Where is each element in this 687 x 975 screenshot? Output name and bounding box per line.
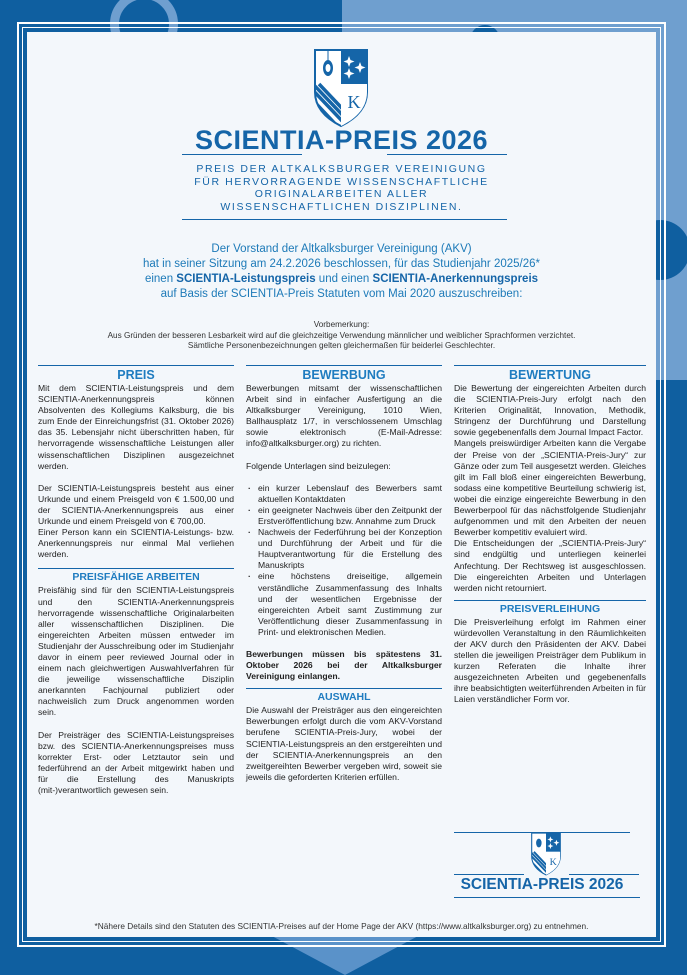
page-title: SCIENTIA-PREIS 2026 — [194, 125, 489, 155]
section-title-preisverleihung: PREISVERLEIHUNG — [499, 602, 601, 615]
section-title-bewertung: BEWERTUNG — [509, 368, 591, 382]
list-item: · ein kurzer Lebenslauf des Bewerbers samt aktuellen Kontaktdaten — [258, 483, 442, 505]
section-rule — [38, 568, 234, 569]
preliminary-note — [27, 320, 656, 352]
column-left — [38, 365, 234, 796]
crest-logo — [311, 48, 371, 128]
note-heading: Vorbemerkung: — [313, 320, 370, 329]
note-line: Aus Gründen der besseren Lesbarkeit wird auf die gleichzeitige Verwendung männlicher und weiblicher Sprachformen verzichtet. — [107, 330, 576, 340]
subtitle-line: PREIS DER ALTKALKSBURGER VEREINIGUNG — [196, 163, 487, 175]
section-paragraph: Der SCIENTIA-Leistungspreis besteht aus einer Urkunde und einem Preisgeld von € 1.500,00 und der SCIENTIA-Anerkennungspreis aus einer Urkunde und einem Preisgeld von € 700,00. — [38, 482, 234, 527]
header-rule-bottom — [182, 219, 507, 220]
note-line: Sämtliche Personenbezeichnungen gelten gleichermaßen für beiderlei Geschlechter. — [187, 341, 496, 350]
section-paragraph: Mit dem SCIENTIA-Leistungspreis und dem SCIENTIA-Anerkennungspreis können Absolventen des Kollegiums Kalksburg, die bis zum Ende der Einreichungsfrist (31. Oktober 2026) das 35. Lebensjahr nicht überschritten haben, für hervorragende wissenschaftliche Leistungen aller wissenschaftlichen Disziplinen ausgezeichnet werden. — [38, 383, 234, 471]
prize-name-anerkennungspreis: SCIENTIA-Anerkennungspreis — [372, 273, 539, 285]
required-documents-list — [246, 483, 442, 638]
section-rule — [454, 365, 646, 366]
subtitle-line: FÜR HERVORRAGENDE WISSENSCHAFTLICHE — [194, 175, 489, 188]
deadline-notice: Bewerbungen müssen bis spätestens 31. Oktober 2026 bei der Altkalksburger Vereinigung einlangen. — [246, 648, 442, 682]
footer-rule-left — [454, 874, 524, 875]
section-rule — [38, 365, 234, 366]
section-paragraph: Die Preisverleihung erfolgt im Rahmen einer würdevollen Veranstaltung in den Räumlichkeiten der AKV durch den Präsidenten der AKV. Dabei stellen die jeweiligen Preisträger dem Publikum in kurzen Referaten die Inhalte ihrer ausgezeichneten Arbeiten und gegebenenfalls ihre beabsichtigten weiterführenden Arbeiten in für Laien verständlicher Form vor. — [454, 616, 646, 705]
section-paragraph: Der Preisträger des SCIENTIA-Leistungspreises bzw. des SCIENTIA-Anerkennungspreises muss korrekter Erst- oder Letztautor sein und federführend an der Arbeit mitgewirkt haben und für die Erstellung des Manuskripts (mit-)verantwortlich gewesen sein. — [38, 729, 234, 795]
column-middle — [246, 365, 442, 783]
section-paragraph: Die Entscheidungen der „SCIENTIA-Preis-Jury“ sind endgültig und unterliegen keinerlei Anfechtung. Der Rechtsweg ist ausgeschlossen. Die eingereichten Arbeiten und Unterlagen werden nicht retourniert. — [454, 538, 646, 593]
section-title-preis: PREIS — [117, 368, 155, 382]
svg-text:K: K — [549, 857, 557, 868]
intro-line — [27, 272, 656, 287]
footer-rule-right — [569, 874, 639, 875]
list-item: · ein geeigneter Nachweis über den Zeitpunkt der Erstveröffentlichung bzw. Annahme zum Druck — [258, 505, 442, 527]
subtitle-line: WISSENSCHAFTLICHEN DISZIPLINEN. — [220, 200, 463, 213]
section-paragraph: Einer Person kann ein SCIENTIA-Leistungs- bzw. Anerkennungspreis nur einmal Mal verliehen werden. — [38, 527, 234, 560]
subtitle-line: ORIGINALARBEITEN ALLER — [254, 188, 429, 200]
section-title-auswahl: AUSWAHL — [317, 691, 371, 704]
section-paragraph: Preisfähig sind für den SCIENTIA-Leistungspreis und den SCIENTIA-Anerkennungspreis hervorragende wissenschaftliche Originalarbeiten aller wissenschaftlichen Disziplinen. Die eingereichten Arbeiten müssen entweder im Studienjahr der Ausschreibung oder im Studienjahr davor in einem peer reviewed Journal oder in einem nach gleichwertigen Auswahlverfahren für die jeweilige wissenschaftliche Disziplin anerkannten Fachjournal publiziert oder nachweislich zum Druck angenommen worden sein. — [38, 585, 234, 718]
section-paragraph: Die Bewertung der eingereichten Arbeiten durch die SCIENTIA-Preis-Jury erfolgt nach den Kriterien Originalität, Innovation, Methodik, Stringenz der Durchführung und Darstellung sowie gegebenenfalls dem Journal Impact Factor. — [454, 383, 646, 438]
intro-line: auf Basis der SCIENTIA-Preis Statuten vom Mai 2020 auszuschreiben: — [160, 288, 523, 300]
poster-page — [27, 32, 656, 937]
section-title-preisfaehige-arbeiten: PREISFÄHIGE ARBEITEN — [72, 571, 200, 584]
section-title-bewerbung: BEWERBUNG — [302, 368, 386, 382]
svg-text:K: K — [347, 92, 361, 112]
list-item: · Nachweis der Federführung bei der Konzeption und Durchführung der Arbeit und für die Hauptverantwortung für die Erstellung des Manuskripts — [258, 527, 442, 571]
intro-text-fragment: und einen — [315, 273, 373, 285]
section-paragraph: Folgende Unterlagen sind beizulegen: — [246, 460, 391, 471]
section-rule — [246, 688, 442, 689]
footer-rule-bottom — [454, 897, 640, 898]
column-right — [454, 365, 646, 706]
intro-line: hat in seiner Sitzung am 24.2.2026 beschlossen, für das Studienjahr 2025/26* — [142, 258, 540, 270]
footer-title: SCIENTIA-PREIS 2026 — [460, 876, 624, 893]
intro-text — [27, 242, 656, 302]
section-paragraph: Die Auswahl der Preisträger aus den eingereichten Bewerbungen erfolgt durch die vom AKV-Vorstand berufene SCIENTIA-Preis-Jury, wobei der SCIENTIA-Leistungspreis an den erstgereihten und der SCIENTIA-Anerkennungspreis an den zweitgereihten Bewerber vergeben wird, soweit sie jeweils die geforderten Kriterien erfüllen. — [246, 705, 442, 782]
intro-text-fragment: einen — [144, 273, 177, 285]
list-item: · eine höchstens dreiseitige, allgemein verständliche Zusammenfassung des Inhalts und der wesentlichen Ergebnisse der eingereichten Arbeit samt Zustimmung zur Veröffentlichung dieser Zusammenfassung in Print- und elektronischen Medien. — [258, 571, 442, 638]
page-subtitle — [27, 163, 656, 213]
footer-logo — [437, 832, 647, 902]
intro-line: Der Vorstand der Altkalksburger Vereinigung (AKV) — [211, 243, 472, 255]
section-rule — [454, 600, 646, 601]
section-rule — [246, 365, 442, 366]
crest-icon — [529, 832, 563, 876]
section-paragraph: Bewerbungen mitsamt der wissenschaftlichen Arbeit sind in einfacher Ausfertigung an die Altkalksburger Vereinigung, 1010 Wien, Ballhausplatz 1/7, in verschlossenem Umschlag sowie elektronisch (E-Mail-Adresse: info@altkalksburger.org) zu richten. — [246, 383, 442, 449]
prize-name-leistungspreis: SCIENTIA-Leistungspreis — [176, 273, 316, 285]
footnote: *Nähere Details sind den Statuten des SCIENTIA-Preises auf der Home Page der AKV (https://www.altkalksburger.org) zu entnehmen. — [94, 921, 589, 931]
section-paragraph: Mangels preiswürdiger Arbeiten kann die Vergabe der Preise von der „SCIENTIA-Preis-Jury“ zur Gänze oder zum Teil ausgesetzt werden. Gleiches gilt im Fall bloß einer eingereichten Bewerbung, sodass eine kompetitive Beurteilung schwierig ist, wobei die einzige eingereichte Bewerbung in den Bewerberpool für das nächstfolgende Studienjahr aufgenommen und mit den Arbeiten der neuen Bewerber kompetitiv evaluiert wird. — [454, 438, 646, 538]
crest-icon — [311, 48, 371, 128]
